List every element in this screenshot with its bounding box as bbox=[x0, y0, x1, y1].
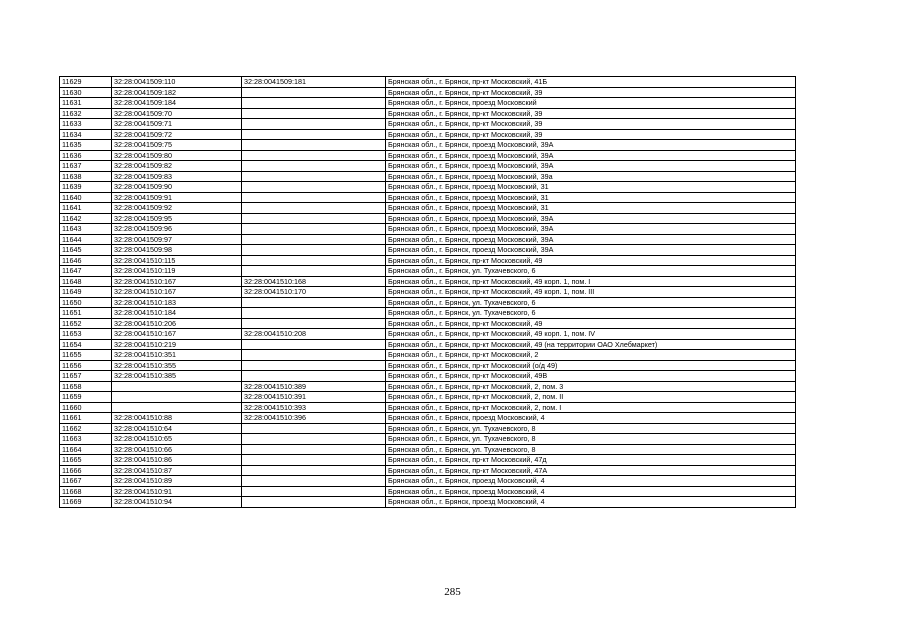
table-row bbox=[60, 434, 796, 445]
parent-cadastral-number-cell bbox=[242, 255, 386, 266]
cadastral-number-cell: 32:28:0041509:80 bbox=[112, 150, 242, 161]
table-row bbox=[60, 318, 796, 329]
cadastral-number-cell: 32:28:0041509:83 bbox=[112, 171, 242, 182]
cadastral-table bbox=[59, 76, 796, 508]
table-row bbox=[60, 423, 796, 434]
address-cell: Брянская обл., г. Брянск, проезд Московский, 39А bbox=[386, 224, 796, 235]
cadastral-number-cell: 32:28:0041510:89 bbox=[112, 476, 242, 487]
parent-cadastral-number-cell bbox=[242, 150, 386, 161]
row-number-cell: 11632 bbox=[60, 108, 112, 119]
row-number-cell: 11634 bbox=[60, 129, 112, 140]
table-row bbox=[60, 255, 796, 266]
table-row bbox=[60, 203, 796, 214]
row-number-cell: 11649 bbox=[60, 287, 112, 298]
row-number-cell: 11633 bbox=[60, 119, 112, 130]
parent-cadastral-number-cell bbox=[242, 434, 386, 445]
parent-cadastral-number-cell: 32:28:0041510:393 bbox=[242, 402, 386, 413]
parent-cadastral-number-cell bbox=[242, 423, 386, 434]
parent-cadastral-number-cell bbox=[242, 339, 386, 350]
row-number-cell: 11650 bbox=[60, 297, 112, 308]
table-row bbox=[60, 329, 796, 340]
address-cell: Брянская обл., г. Брянск, проезд Московский, 31 bbox=[386, 203, 796, 214]
parent-cadastral-number-cell: 32:28:0041510:170 bbox=[242, 287, 386, 298]
table-row bbox=[60, 371, 796, 382]
address-cell: Брянская обл., г. Брянск, проезд Московский, 4 bbox=[386, 497, 796, 508]
row-number-cell: 11635 bbox=[60, 140, 112, 151]
table-row bbox=[60, 150, 796, 161]
address-cell: Брянская обл., г. Брянск, ул. Тухачевского, 8 bbox=[386, 434, 796, 445]
address-cell: Брянская обл., г. Брянск, пр-кт Московский, 49 корп. 1, пом. I bbox=[386, 276, 796, 287]
cadastral-number-cell: 32:28:0041510:167 bbox=[112, 287, 242, 298]
table-row bbox=[60, 266, 796, 277]
table-row bbox=[60, 308, 796, 319]
row-number-cell: 11666 bbox=[60, 465, 112, 476]
parent-cadastral-number-cell bbox=[242, 497, 386, 508]
parent-cadastral-number-cell: 32:28:0041510:391 bbox=[242, 392, 386, 403]
parent-cadastral-number-cell: 32:28:0041510:396 bbox=[242, 413, 386, 424]
row-number-cell: 11658 bbox=[60, 381, 112, 392]
address-cell: Брянская обл., г. Брянск, пр-кт Московский, 49 bbox=[386, 318, 796, 329]
cadastral-number-cell: 32:28:0041510:183 bbox=[112, 297, 242, 308]
table-row bbox=[60, 381, 796, 392]
parent-cadastral-number-cell bbox=[242, 476, 386, 487]
row-number-cell: 11644 bbox=[60, 234, 112, 245]
address-cell: Брянская обл., г. Брянск, проезд Московский, 39А bbox=[386, 234, 796, 245]
address-cell: Брянская обл., г. Брянск, пр-кт Московский, 47А bbox=[386, 465, 796, 476]
table-row bbox=[60, 287, 796, 298]
cadastral-number-cell: 32:28:0041509:110 bbox=[112, 77, 242, 88]
row-number-cell: 11631 bbox=[60, 98, 112, 109]
address-cell: Брянская обл., г. Брянск, проезд Московский, 4 bbox=[386, 476, 796, 487]
parent-cadastral-number-cell bbox=[242, 318, 386, 329]
cadastral-number-cell: 32:28:0041510:119 bbox=[112, 266, 242, 277]
row-number-cell: 11657 bbox=[60, 371, 112, 382]
cadastral-number-cell: 32:28:0041510:65 bbox=[112, 434, 242, 445]
parent-cadastral-number-cell bbox=[242, 119, 386, 130]
row-number-cell: 11648 bbox=[60, 276, 112, 287]
address-cell: Брянская обл., г. Брянск, проезд Московский, 4 bbox=[386, 486, 796, 497]
cadastral-number-cell: 32:28:0041509:97 bbox=[112, 234, 242, 245]
row-number-cell: 11639 bbox=[60, 182, 112, 193]
parent-cadastral-number-cell bbox=[242, 455, 386, 466]
row-number-cell: 11646 bbox=[60, 255, 112, 266]
cadastral-number-cell: 32:28:0041510:66 bbox=[112, 444, 242, 455]
parent-cadastral-number-cell bbox=[242, 224, 386, 235]
cadastral-number-cell: 32:28:0041509:98 bbox=[112, 245, 242, 256]
table-row bbox=[60, 392, 796, 403]
cadastral-number-cell: 32:28:0041510:206 bbox=[112, 318, 242, 329]
table-row bbox=[60, 497, 796, 508]
parent-cadastral-number-cell bbox=[242, 360, 386, 371]
parent-cadastral-number-cell bbox=[242, 161, 386, 172]
row-number-cell: 11645 bbox=[60, 245, 112, 256]
cadastral-number-cell: 32:28:0041510:351 bbox=[112, 350, 242, 361]
table-row bbox=[60, 276, 796, 287]
parent-cadastral-number-cell bbox=[242, 444, 386, 455]
table-row bbox=[60, 455, 796, 466]
table-row bbox=[60, 245, 796, 256]
parent-cadastral-number-cell bbox=[242, 182, 386, 193]
table-row bbox=[60, 486, 796, 497]
cadastral-number-cell: 32:28:0041510:88 bbox=[112, 413, 242, 424]
cadastral-number-cell bbox=[112, 381, 242, 392]
parent-cadastral-number-cell bbox=[242, 245, 386, 256]
cadastral-number-cell: 32:28:0041510:355 bbox=[112, 360, 242, 371]
parent-cadastral-number-cell bbox=[242, 213, 386, 224]
parent-cadastral-number-cell bbox=[242, 192, 386, 203]
cadastral-number-cell: 32:28:0041510:86 bbox=[112, 455, 242, 466]
table-row bbox=[60, 182, 796, 193]
address-cell: Брянская обл., г. Брянск, проезд Московский, 39А bbox=[386, 245, 796, 256]
address-cell: Брянская обл., г. Брянск, проезд Московский, 39А bbox=[386, 161, 796, 172]
table-row bbox=[60, 108, 796, 119]
row-number-cell: 11640 bbox=[60, 192, 112, 203]
table-row bbox=[60, 476, 796, 487]
parent-cadastral-number-cell bbox=[242, 297, 386, 308]
parent-cadastral-number-cell bbox=[242, 234, 386, 245]
cadastral-number-cell: 32:28:0041510:94 bbox=[112, 497, 242, 508]
address-cell: Брянская обл., г. Брянск, пр-кт Московский, 39 bbox=[386, 87, 796, 98]
cadastral-number-cell: 32:28:0041509:72 bbox=[112, 129, 242, 140]
parent-cadastral-number-cell bbox=[242, 465, 386, 476]
parent-cadastral-number-cell: 32:28:0041510:389 bbox=[242, 381, 386, 392]
address-cell: Брянская обл., г. Брянск, пр-кт Московский, 49 bbox=[386, 255, 796, 266]
address-cell: Брянская обл., г. Брянск, пр-кт Московский, 2, пом. II bbox=[386, 392, 796, 403]
address-cell: Брянская обл., г. Брянск, пр-кт Московский, 49 (на территории ОАО Хлебмаркет) bbox=[386, 339, 796, 350]
row-number-cell: 11659 bbox=[60, 392, 112, 403]
row-number-cell: 11656 bbox=[60, 360, 112, 371]
row-number-cell: 11654 bbox=[60, 339, 112, 350]
address-cell: Брянская обл., г. Брянск, проезд Московский, 31 bbox=[386, 182, 796, 193]
table-body bbox=[60, 77, 796, 508]
document-page bbox=[59, 76, 796, 508]
table-row bbox=[60, 339, 796, 350]
row-number-cell: 11662 bbox=[60, 423, 112, 434]
address-cell: Брянская обл., г. Брянск, ул. Тухачевского, 6 bbox=[386, 308, 796, 319]
row-number-cell: 11637 bbox=[60, 161, 112, 172]
address-cell: Брянская обл., г. Брянск, пр-кт Московский, 2, пом. I bbox=[386, 402, 796, 413]
table-row bbox=[60, 465, 796, 476]
address-cell: Брянская обл., г. Брянск, пр-кт Московский, 39 bbox=[386, 129, 796, 140]
parent-cadastral-number-cell: 32:28:0041509:181 bbox=[242, 77, 386, 88]
table-row bbox=[60, 77, 796, 88]
address-cell: Брянская обл., г. Брянск, пр-кт Московский, 49В bbox=[386, 371, 796, 382]
cadastral-number-cell: 32:28:0041509:71 bbox=[112, 119, 242, 130]
row-number-cell: 11655 bbox=[60, 350, 112, 361]
parent-cadastral-number-cell bbox=[242, 203, 386, 214]
address-cell: Брянская обл., г. Брянск, проезд Московский, 39А bbox=[386, 150, 796, 161]
row-number-cell: 11652 bbox=[60, 318, 112, 329]
parent-cadastral-number-cell bbox=[242, 486, 386, 497]
parent-cadastral-number-cell bbox=[242, 108, 386, 119]
cadastral-number-cell: 32:28:0041509:96 bbox=[112, 224, 242, 235]
address-cell: Брянская обл., г. Брянск, проезд Московский, 4 bbox=[386, 413, 796, 424]
cadastral-number-cell: 32:28:0041509:70 bbox=[112, 108, 242, 119]
address-cell: Брянская обл., г. Брянск, ул. Тухачевского, 6 bbox=[386, 297, 796, 308]
row-number-cell: 11642 bbox=[60, 213, 112, 224]
cadastral-number-cell: 32:28:0041509:91 bbox=[112, 192, 242, 203]
parent-cadastral-number-cell bbox=[242, 87, 386, 98]
cadastral-number-cell: 32:28:0041509:184 bbox=[112, 98, 242, 109]
table-row bbox=[60, 119, 796, 130]
cadastral-number-cell: 32:28:0041509:182 bbox=[112, 87, 242, 98]
address-cell: Брянская обл., г. Брянск, ул. Тухачевского, 6 bbox=[386, 266, 796, 277]
row-number-cell: 11641 bbox=[60, 203, 112, 214]
address-cell: Брянская обл., г. Брянск, пр-кт Московский (о/д 49) bbox=[386, 360, 796, 371]
table-row bbox=[60, 350, 796, 361]
address-cell: Брянская обл., г. Брянск, пр-кт Московский, 49 корп. 1, пом. III bbox=[386, 287, 796, 298]
cadastral-number-cell: 32:28:0041509:92 bbox=[112, 203, 242, 214]
address-cell: Брянская обл., г. Брянск, пр-кт Московский, 47д bbox=[386, 455, 796, 466]
row-number-cell: 11651 bbox=[60, 308, 112, 319]
parent-cadastral-number-cell bbox=[242, 371, 386, 382]
address-cell: Брянская обл., г. Брянск, проезд Московский bbox=[386, 98, 796, 109]
table-row bbox=[60, 297, 796, 308]
address-cell: Брянская обл., г. Брянск, проезд Московский, 39А bbox=[386, 213, 796, 224]
table-row bbox=[60, 87, 796, 98]
table-row bbox=[60, 234, 796, 245]
table-row bbox=[60, 360, 796, 371]
parent-cadastral-number-cell bbox=[242, 266, 386, 277]
cadastral-number-cell bbox=[112, 402, 242, 413]
table-row bbox=[60, 213, 796, 224]
cadastral-number-cell: 32:28:0041510:219 bbox=[112, 339, 242, 350]
row-number-cell: 11653 bbox=[60, 329, 112, 340]
cadastral-number-cell: 32:28:0041510:115 bbox=[112, 255, 242, 266]
address-cell: Брянская обл., г. Брянск, пр-кт Московский, 49 корп. 1, пом. IV bbox=[386, 329, 796, 340]
row-number-cell: 11669 bbox=[60, 497, 112, 508]
address-cell: Брянская обл., г. Брянск, пр-кт Московский, 41Б bbox=[386, 77, 796, 88]
address-cell: Брянская обл., г. Брянск, ул. Тухачевского, 8 bbox=[386, 444, 796, 455]
cadastral-number-cell: 32:28:0041509:82 bbox=[112, 161, 242, 172]
row-number-cell: 11636 bbox=[60, 150, 112, 161]
parent-cadastral-number-cell bbox=[242, 308, 386, 319]
cadastral-number-cell: 32:28:0041510:184 bbox=[112, 308, 242, 319]
cadastral-number-cell bbox=[112, 392, 242, 403]
parent-cadastral-number-cell: 32:28:0041510:208 bbox=[242, 329, 386, 340]
address-cell: Брянская обл., г. Брянск, проезд Московский, 39А bbox=[386, 140, 796, 151]
parent-cadastral-number-cell bbox=[242, 171, 386, 182]
cadastral-number-cell: 32:28:0041510:167 bbox=[112, 276, 242, 287]
parent-cadastral-number-cell bbox=[242, 350, 386, 361]
table-row bbox=[60, 171, 796, 182]
cadastral-number-cell: 32:28:0041510:64 bbox=[112, 423, 242, 434]
table-row bbox=[60, 444, 796, 455]
address-cell: Брянская обл., г. Брянск, пр-кт Московский, 2, пом. 3 bbox=[386, 381, 796, 392]
row-number-cell: 11668 bbox=[60, 486, 112, 497]
table-row bbox=[60, 129, 796, 140]
row-number-cell: 11638 bbox=[60, 171, 112, 182]
row-number-cell: 11647 bbox=[60, 266, 112, 277]
table-row bbox=[60, 161, 796, 172]
address-cell: Брянская обл., г. Брянск, пр-кт Московский, 2 bbox=[386, 350, 796, 361]
row-number-cell: 11643 bbox=[60, 224, 112, 235]
cadastral-number-cell: 32:28:0041510:167 bbox=[112, 329, 242, 340]
parent-cadastral-number-cell bbox=[242, 140, 386, 151]
table-row bbox=[60, 413, 796, 424]
table-row bbox=[60, 140, 796, 151]
cadastral-number-cell: 32:28:0041510:91 bbox=[112, 486, 242, 497]
address-cell: Брянская обл., г. Брянск, проезд Московский, 39а bbox=[386, 171, 796, 182]
table-row bbox=[60, 224, 796, 235]
address-cell: Брянская обл., г. Брянск, проезд Московский, 31 bbox=[386, 192, 796, 203]
row-number-cell: 11664 bbox=[60, 444, 112, 455]
page-number: 285 bbox=[444, 586, 461, 598]
table-row bbox=[60, 402, 796, 413]
row-number-cell: 11630 bbox=[60, 87, 112, 98]
cadastral-number-cell: 32:28:0041510:87 bbox=[112, 465, 242, 476]
cadastral-number-cell: 32:28:0041509:90 bbox=[112, 182, 242, 193]
address-cell: Брянская обл., г. Брянск, пр-кт Московский, 39 bbox=[386, 119, 796, 130]
parent-cadastral-number-cell: 32:28:0041510:168 bbox=[242, 276, 386, 287]
address-cell: Брянская обл., г. Брянск, ул. Тухачевского, 8 bbox=[386, 423, 796, 434]
cadastral-number-cell: 32:28:0041509:95 bbox=[112, 213, 242, 224]
row-number-cell: 11629 bbox=[60, 77, 112, 88]
row-number-cell: 11660 bbox=[60, 402, 112, 413]
row-number-cell: 11667 bbox=[60, 476, 112, 487]
table-row bbox=[60, 192, 796, 203]
row-number-cell: 11661 bbox=[60, 413, 112, 424]
table-row bbox=[60, 98, 796, 109]
cadastral-number-cell: 32:28:0041510:385 bbox=[112, 371, 242, 382]
row-number-cell: 11663 bbox=[60, 434, 112, 445]
address-cell: Брянская обл., г. Брянск, пр-кт Московский, 39 bbox=[386, 108, 796, 119]
row-number-cell: 11665 bbox=[60, 455, 112, 466]
parent-cadastral-number-cell bbox=[242, 129, 386, 140]
parent-cadastral-number-cell bbox=[242, 98, 386, 109]
cadastral-number-cell: 32:28:0041509:75 bbox=[112, 140, 242, 151]
